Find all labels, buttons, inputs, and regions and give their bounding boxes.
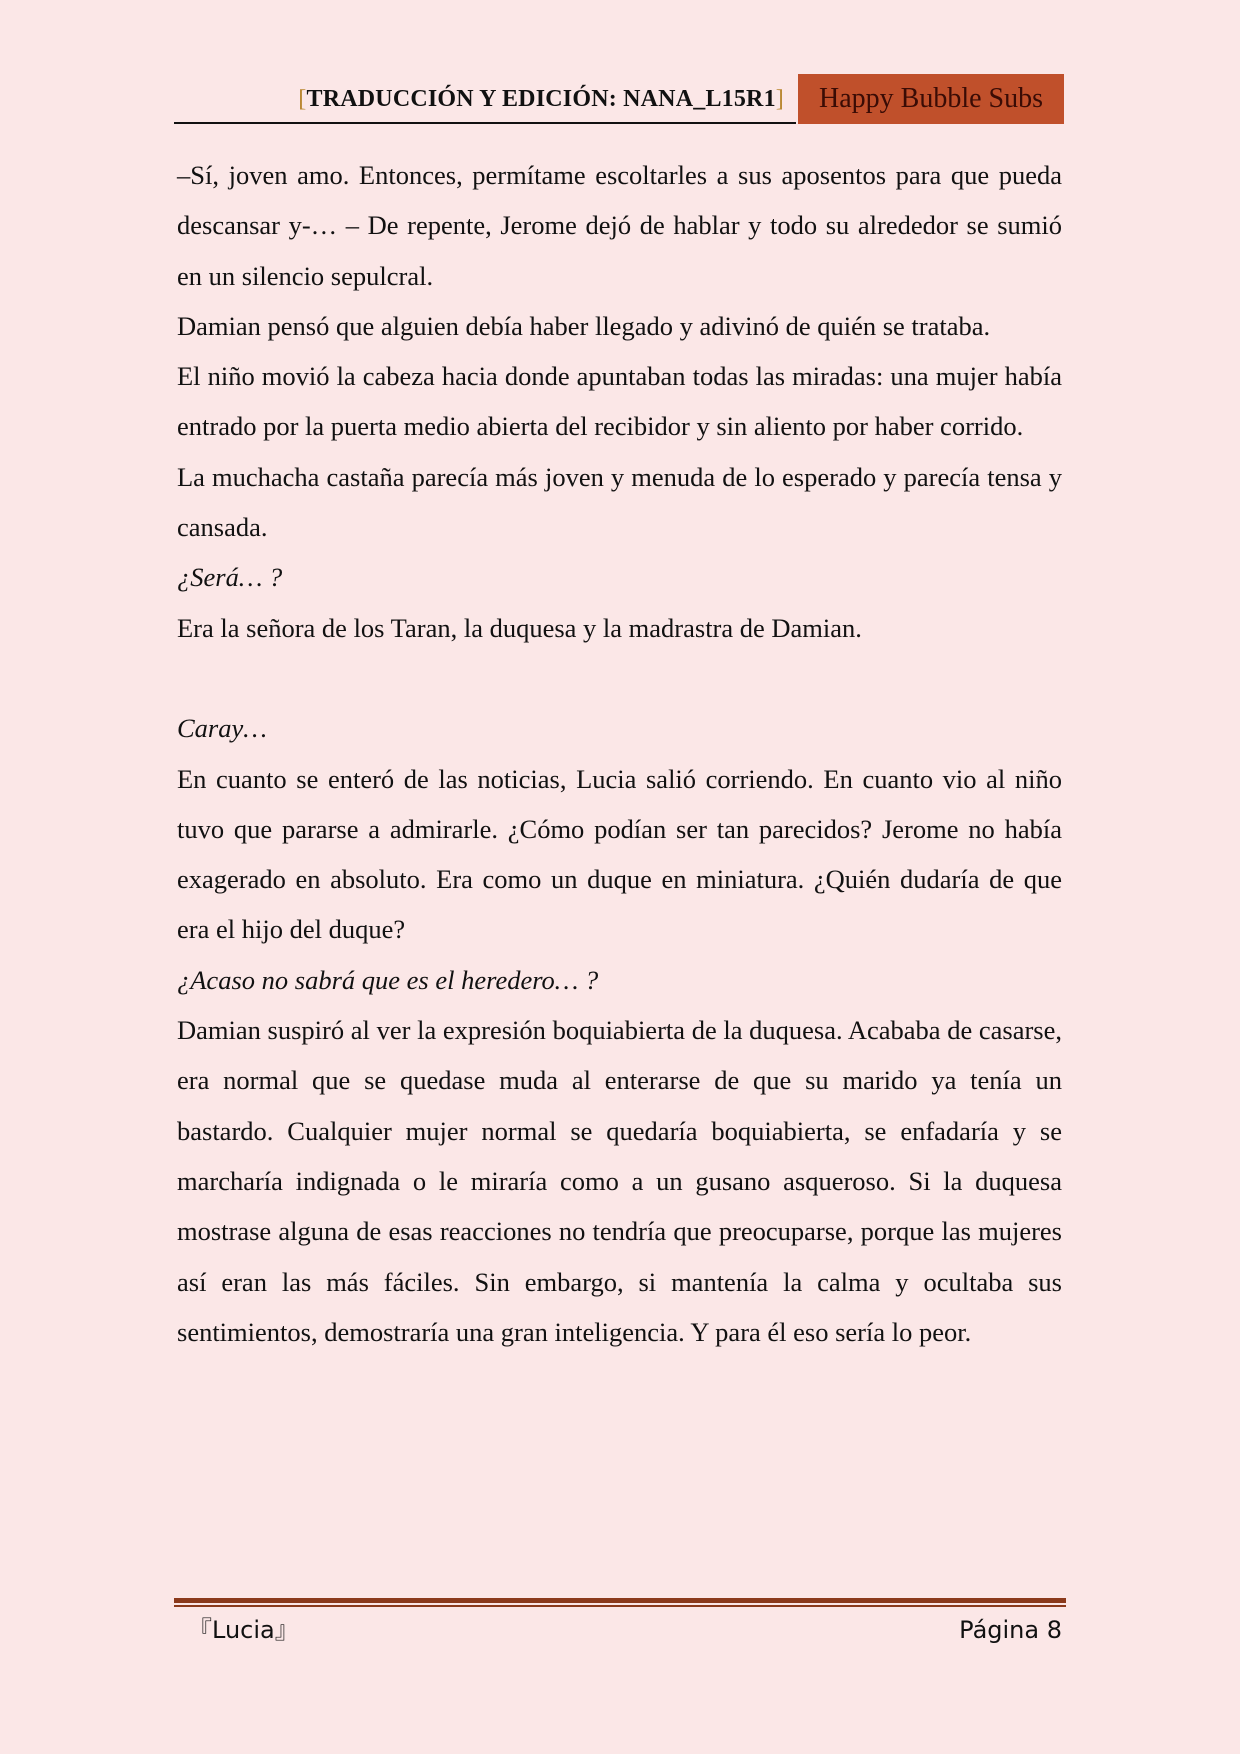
bracket-open: [ [298,86,307,112]
paragraph: –Sí, joven amo. Entonces, permítame escoltarles a sus aposentos para que pueda descansar y-… – De repente, Jerome dejó de hablar y todo su alrededor se sumió en un silencio sepulcral. [177,160,1062,291]
section-break [177,653,1062,703]
bracket-close: ] [775,86,784,112]
paragraph: La muchacha castaña parecía más joven y menuda de lo esperado y parecía tensa y cansada. [177,461,1062,543]
header-rule [174,122,796,124]
paragraph: En cuanto se enteró de las noticias, Lucia salió corriendo. En cuanto vio al niño tuvo que pararse a admirarle. ¿Cómo podían ser tan parecidos? Jerome no había exagerado en absoluto. Era como un duque en miniatura. ¿Quién dudaría de que era el hijo del duque? [177,763,1062,945]
credit-text: TRADUCCIÓN Y EDICIÓN: NANA_L15R1 [306,86,776,112]
paragraph: Damian pensó que alguien debía haber llegado y adivinó de quién se trataba. [177,310,991,341]
thought-line: Caray… [177,713,267,744]
footer-rule [174,1598,1066,1607]
paragraph: Era la señora de los Taran, la duquesa y la madrastra de Damian. [177,612,862,643]
translation-credit [298,86,784,113]
page-header [174,74,1064,124]
book-title: 『Lucia』 [188,1616,299,1644]
page-body [177,150,1062,1357]
paragraph: El niño movió la cabeza hacia donde apuntaban todas las miradas: una mujer había entrado por la puerta medio abierta del recibidor y sin aliento por haber corrido. [177,361,1062,442]
paragraph: Damian suspiró al ver la expresión boquiabierta de la duquesa. Acababa de casarse, era normal que se quedase muda al enterarse de que su marido ya tenía un bastardo. Cualquier mujer normal se quedaría boquiabierta, se enfadaría y se marcharía indignada o le miraría como a un gusano asqueroso. Si la duquesa mostrase alguna de esas reacciones no tendría que preocuparse, porque las mujeres así eran las más fáciles. Sin embargo, si mantenía la calma y ocultaba sus sentimientos, demostraría una gran inteligencia. Y para él eso sería lo peor. [177,1015,1062,1347]
thought-line: ¿Acaso no sabrá que es el heredero… ? [177,964,599,995]
group-name-badge: Happy Bubble Subs [798,74,1064,124]
page-number: Página 8 [959,1616,1062,1644]
thought-line: ¿Será… ? [177,562,283,593]
